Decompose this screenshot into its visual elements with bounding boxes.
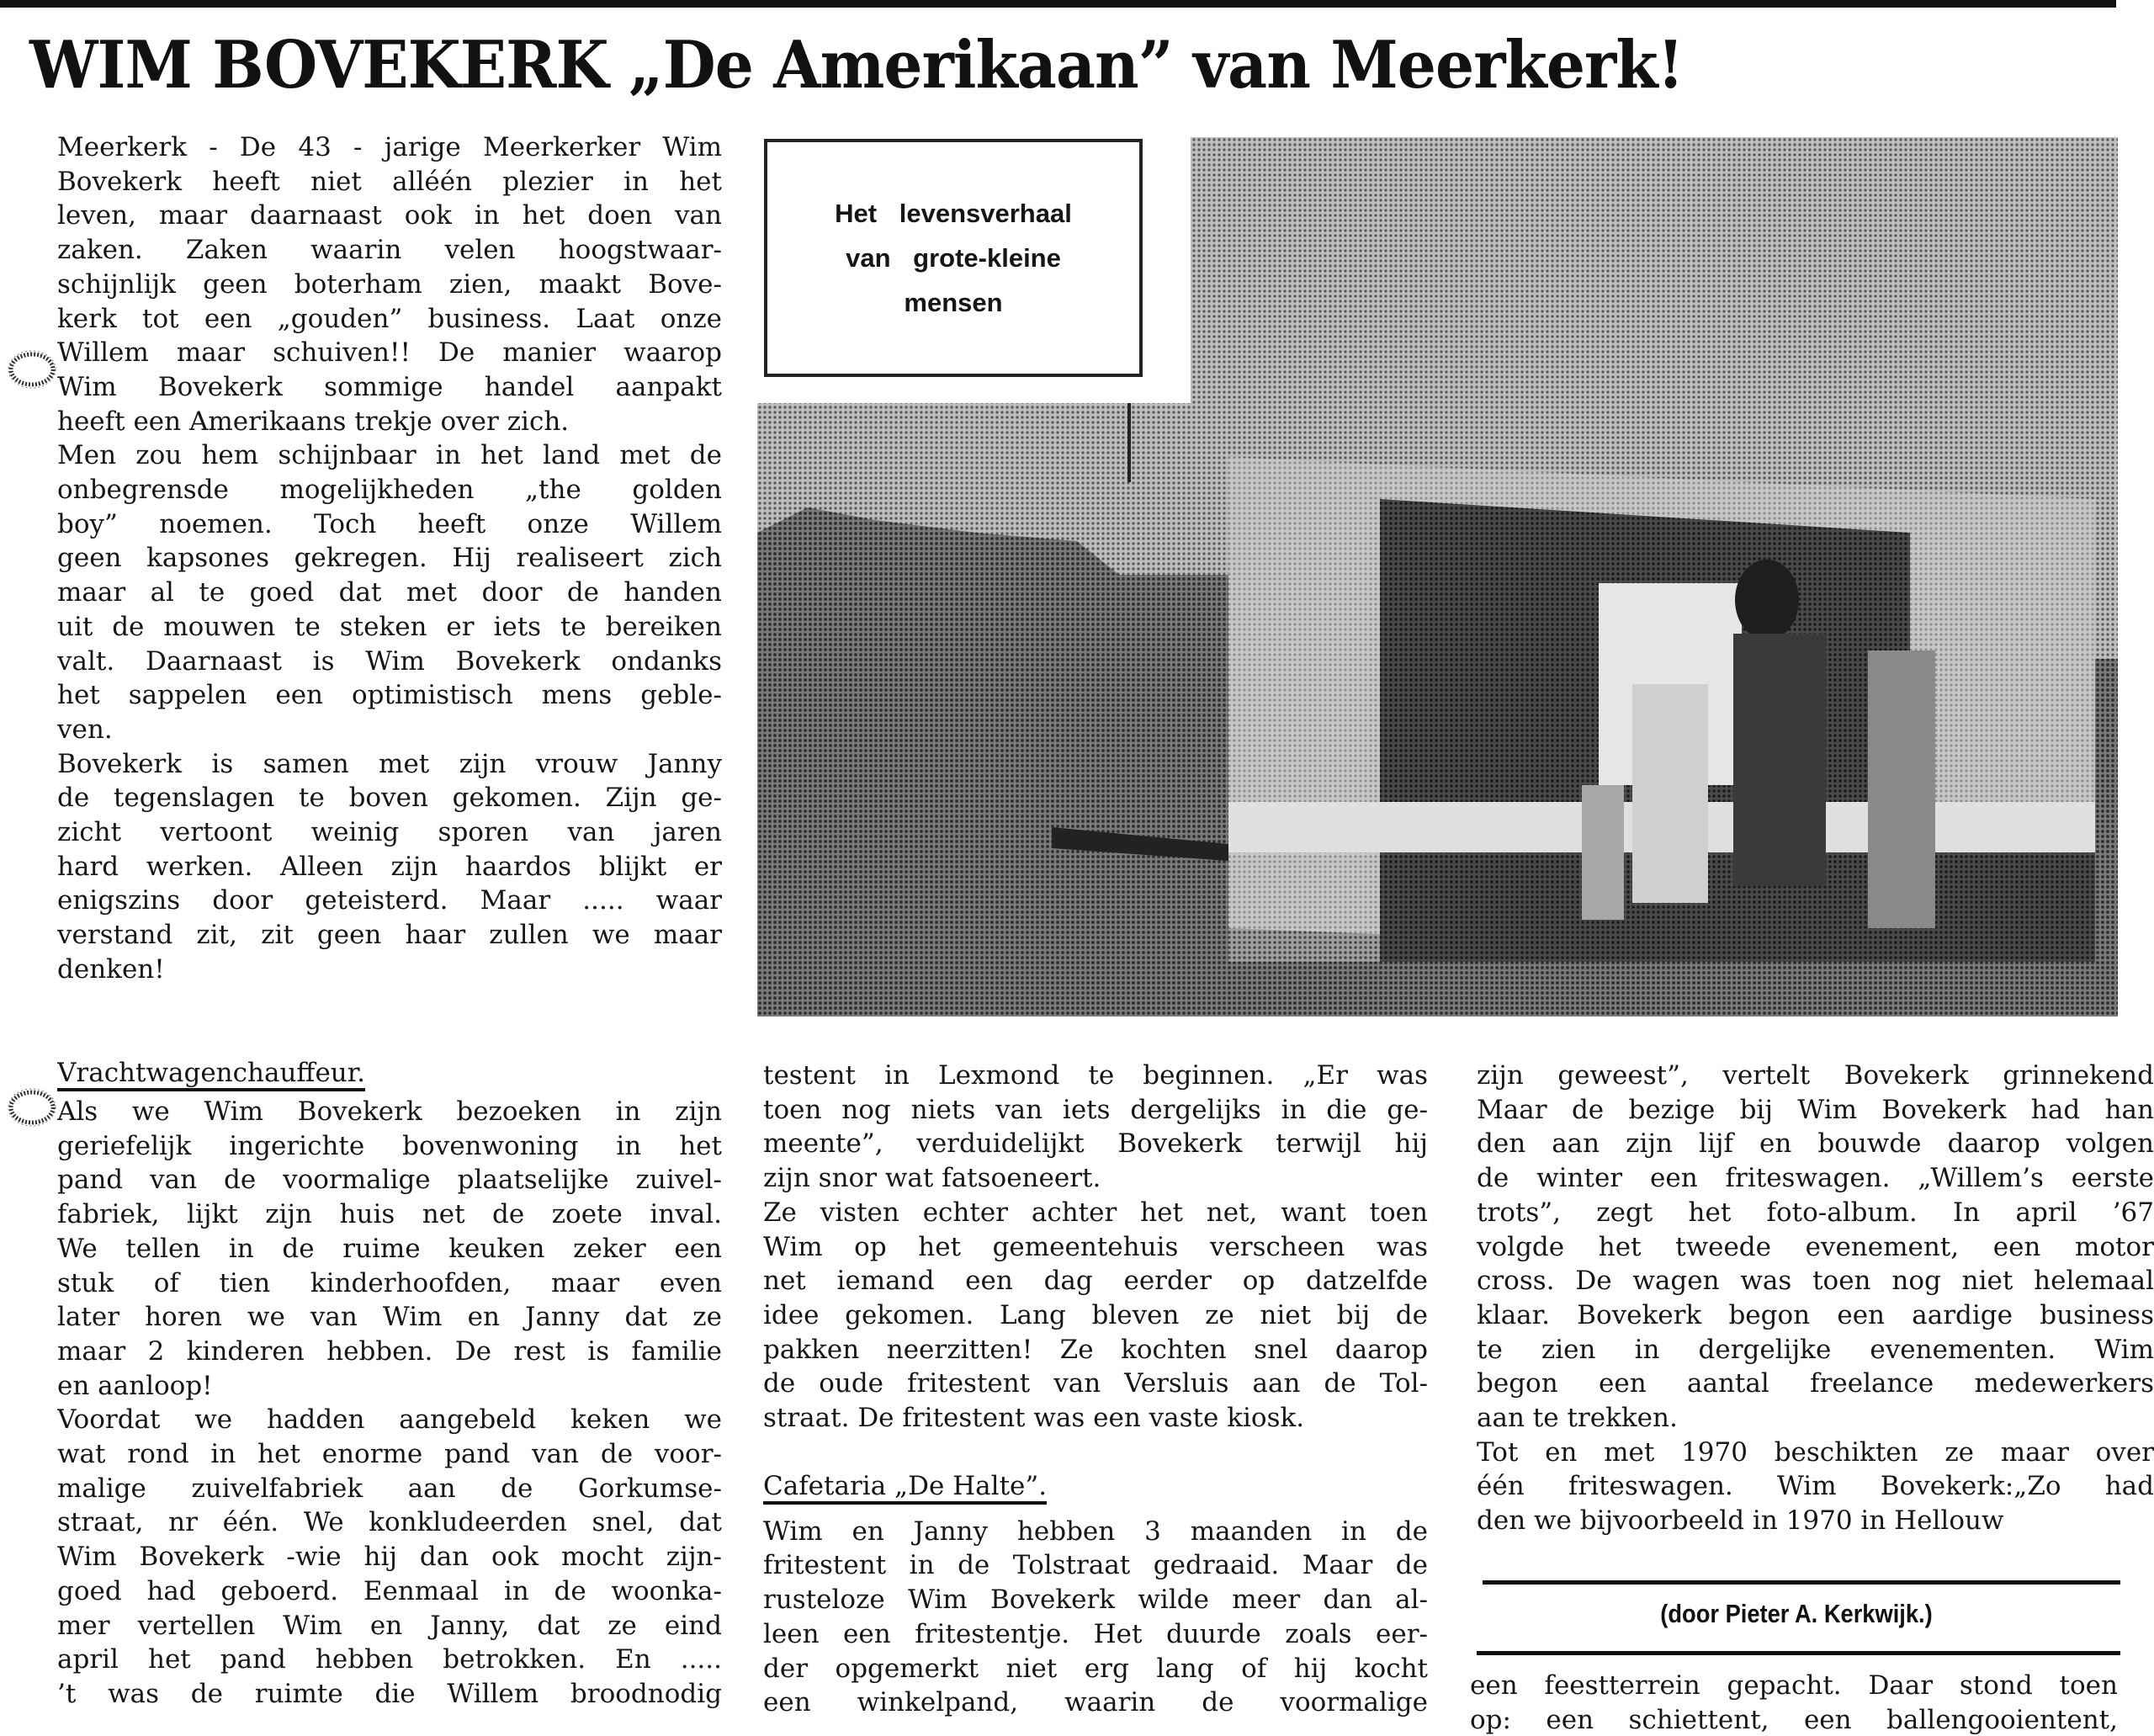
text-line: zaken. Zaken waarin velen hoogstwaar- (57, 235, 722, 266)
text-line: zijn geweest”, vertelt Bovekerk grinnekend (1477, 1060, 2154, 1091)
text-line: Wim en Janny hebben 3 maanden in de (763, 1516, 1428, 1547)
text-line: Meerkerk - De 43 - jarige Meerkerker Wim (57, 132, 722, 162)
text-line: Wim op het gemeentehuis verscheen was (763, 1231, 1428, 1262)
byline: (door Pieter A. Kerkwijk.) (1660, 1599, 1933, 1628)
text-line: maar al te goed dat met door de handen (57, 577, 722, 608)
text-line: straat, nr één. We konkludeerden snel, dat (57, 1507, 722, 1538)
text-line: testent in Lexmond te beginnen. „Er was (763, 1060, 1428, 1091)
text-line: Bovekerk heeft niet alléén plezier in het (57, 166, 722, 197)
text-line: een feestterrein gepacht. Daar stond toen (1470, 1670, 2118, 1701)
text-line: fritestent in de Tolstraat gedraaid. Maar de (763, 1550, 1428, 1581)
text-line: op: een schiettent, een ballengooientent, (1470, 1704, 2118, 1735)
text-line: straat. De fritestent was een vaste kiosk. (763, 1403, 1305, 1434)
text-line: pakken neerzitten! Ze kochten snel daarop (763, 1334, 1428, 1365)
text-line: den aan zijn lijf en bouwde daarop volgen (1477, 1128, 2154, 1160)
text-line: pand van de voormalige plaatselijke zuivel- (57, 1165, 722, 1196)
text-line: de tegenslagen te boven gekomen. Zijn ge- (57, 783, 722, 814)
column-left-intro (57, 130, 722, 1031)
text-line: zijn snor wat fatsoeneert. (763, 1163, 1101, 1194)
text-line: het sappelen een optimistisch mens geble- (57, 680, 722, 711)
text-line: We tellen in de ruime keuken zeker een (57, 1233, 722, 1264)
inset-box (764, 139, 1143, 377)
text-line: onbegrensde mogelijkheden „the golden (57, 475, 722, 506)
column-right (1477, 1059, 2154, 1555)
subheading-cafetaria-de-halte: Cafetaria „De Halte”. (763, 1471, 1047, 1505)
text-line: den we bijvoorbeeld in 1970 in Hellouw (1477, 1505, 2004, 1537)
text-line: valt. Daarnaast is Wim Bovekerk ondanks (57, 645, 722, 677)
text-line: net iemand een dag eerder op datzelfde (763, 1266, 1428, 1297)
headline: WIM BOVEKERK „De Amerikaan” van Meerkerk! (29, 27, 1684, 104)
text-line: malige zuivelfabriek aan de Gorkumse- (57, 1473, 722, 1504)
text-line: Wim Bovekerk sommige handel aanpakt (57, 371, 722, 402)
text-line: hard werken. Alleen zijn haardos blijkt er (57, 851, 722, 882)
text-line: begon een aantal freelance medewerkers (1477, 1368, 2154, 1399)
text-line: meente”, verduidelijkt Bovekerk terwijl hij (763, 1128, 1428, 1160)
text-line: Bovekerk is samen met zijn vrouw Janny (57, 748, 722, 779)
column-left-section (57, 1056, 722, 1736)
text-line: de oude fritestent van Versluis aan de Tol- (763, 1368, 1428, 1399)
punch-hole-mark (7, 1086, 59, 1128)
text-line: Maar de bezige bij Wim Bovekerk had han (1477, 1094, 2154, 1125)
text-line: denken! (57, 953, 165, 985)
subheading-vrachtwagenchauffeur: Vrachtwagenchauffeur. (57, 1058, 365, 1091)
text-line: één friteswagen. Wim Bovekerk:„Zo had (1477, 1471, 2154, 1502)
text-line: zicht vertoont weinig sporen van jaren (57, 817, 722, 848)
text-line: Ze visten echter achter het net, want toen (763, 1197, 1428, 1228)
text-line: ven. (57, 714, 113, 745)
text-line: rusteloze Wim Bovekerk wilde meer dan al- (763, 1585, 1428, 1616)
text-line: idee gekomen. Lang bleven ze niet bij de (763, 1299, 1428, 1330)
text-line: Voordat we hadden aangebeld keken we (57, 1404, 722, 1436)
text-line: klaar. Bovekerk begon een aardige business (1477, 1299, 2154, 1330)
text-line: cross. De wagen was toen nog niet helemaal (1477, 1266, 2154, 1297)
text-line: fabriek, lijkt zijn huis net de zoete inval. (57, 1199, 722, 1230)
text-line: trots”, zegt het foto-album. In april ’67 (1477, 1197, 2154, 1228)
text-line: maar 2 kinderen hebben. De rest is familie (57, 1335, 722, 1367)
inset-line: van grote-kleine (846, 243, 1061, 273)
text-line: boy” noemen. Toch heeft onze Willem (57, 508, 722, 539)
punch-hole-mark (7, 348, 59, 390)
text-line: een winkelpand, waarin de voormalige (763, 1687, 1428, 1718)
text-line: der opgemerkt niet erg lang of hij kocht (763, 1653, 1428, 1684)
text-line: schijnlijk geen boterham zien, maakt Bove- (57, 268, 722, 300)
text-line: kerk tot een „gouden” business. Laat onze (57, 303, 722, 334)
text-line: uit de mouwen te steken er iets te bereiken (57, 611, 722, 642)
byline-rule-bottom (1477, 1651, 2120, 1655)
text-line: later horen we van Wim en Janny dat ze (57, 1302, 722, 1333)
text-line: verstand zit, zit geen haar zullen we maar (57, 920, 722, 951)
byline-rule-top (1483, 1580, 2120, 1585)
column-middle (763, 1059, 1428, 1736)
column-right-bottom (1470, 1669, 2118, 1736)
top-rule (0, 0, 2116, 8)
text-line: toen nog niets van iets dergelijks in die ge- (763, 1094, 1428, 1125)
text-line: Men zou hem schijnbaar in het land met de (57, 440, 722, 471)
text-line: heeft een Amerikaans trekje over zich. (57, 406, 570, 437)
text-line: stuk of tien kinderhoofden, maar even (57, 1267, 722, 1298)
text-line: geriefelijk ingerichte bovenwoning in het (57, 1130, 722, 1161)
text-line: geen kapsones gekregen. Hij realiseert zich (57, 543, 722, 574)
text-line: volgde het tweede evenement, een motor (1477, 1231, 2154, 1262)
text-line: goed had geboerd. Eenmaal in de woonka- (57, 1575, 722, 1606)
text-line: enigszins door geteisterd. Maar ..... waar (57, 885, 722, 916)
text-line: april het pand hebben betrokken. En ..... (57, 1644, 722, 1675)
text-line: mer vertellen Wim en Janny, dat ze eind (57, 1610, 722, 1641)
text-line: Wim Bovekerk -wie hij dan ook mocht zijn- (57, 1542, 722, 1573)
text-line: de winter een friteswagen. „Willem’s eerste (1477, 1163, 2154, 1194)
inset-line: mensen (904, 288, 1003, 317)
text-line: Als we Wim Bovekerk bezoeken in zijn (57, 1096, 722, 1127)
text-line: te zien in dergelijke evenementen. Wim (1477, 1334, 2154, 1365)
inset-line: Het levensverhaal (835, 199, 1072, 228)
text-line: Willem maar schuiven!! De manier waarop (57, 337, 722, 369)
text-line: Tot en met 1970 beschikten ze maar over (1477, 1436, 2154, 1468)
text-line: wat rond in het enorme pand van de voor- (57, 1439, 722, 1470)
text-line: en aanloop! (57, 1370, 213, 1401)
text-line: ’t was de ruimte die Willem broodnodig (57, 1678, 722, 1709)
text-line: leven, maar daarnaast ook in het doen van (57, 200, 722, 231)
text-line: aan te trekken. (1477, 1403, 1678, 1434)
text-line: leen een fritestentje. Het duurde zoals eer- (763, 1618, 1428, 1649)
